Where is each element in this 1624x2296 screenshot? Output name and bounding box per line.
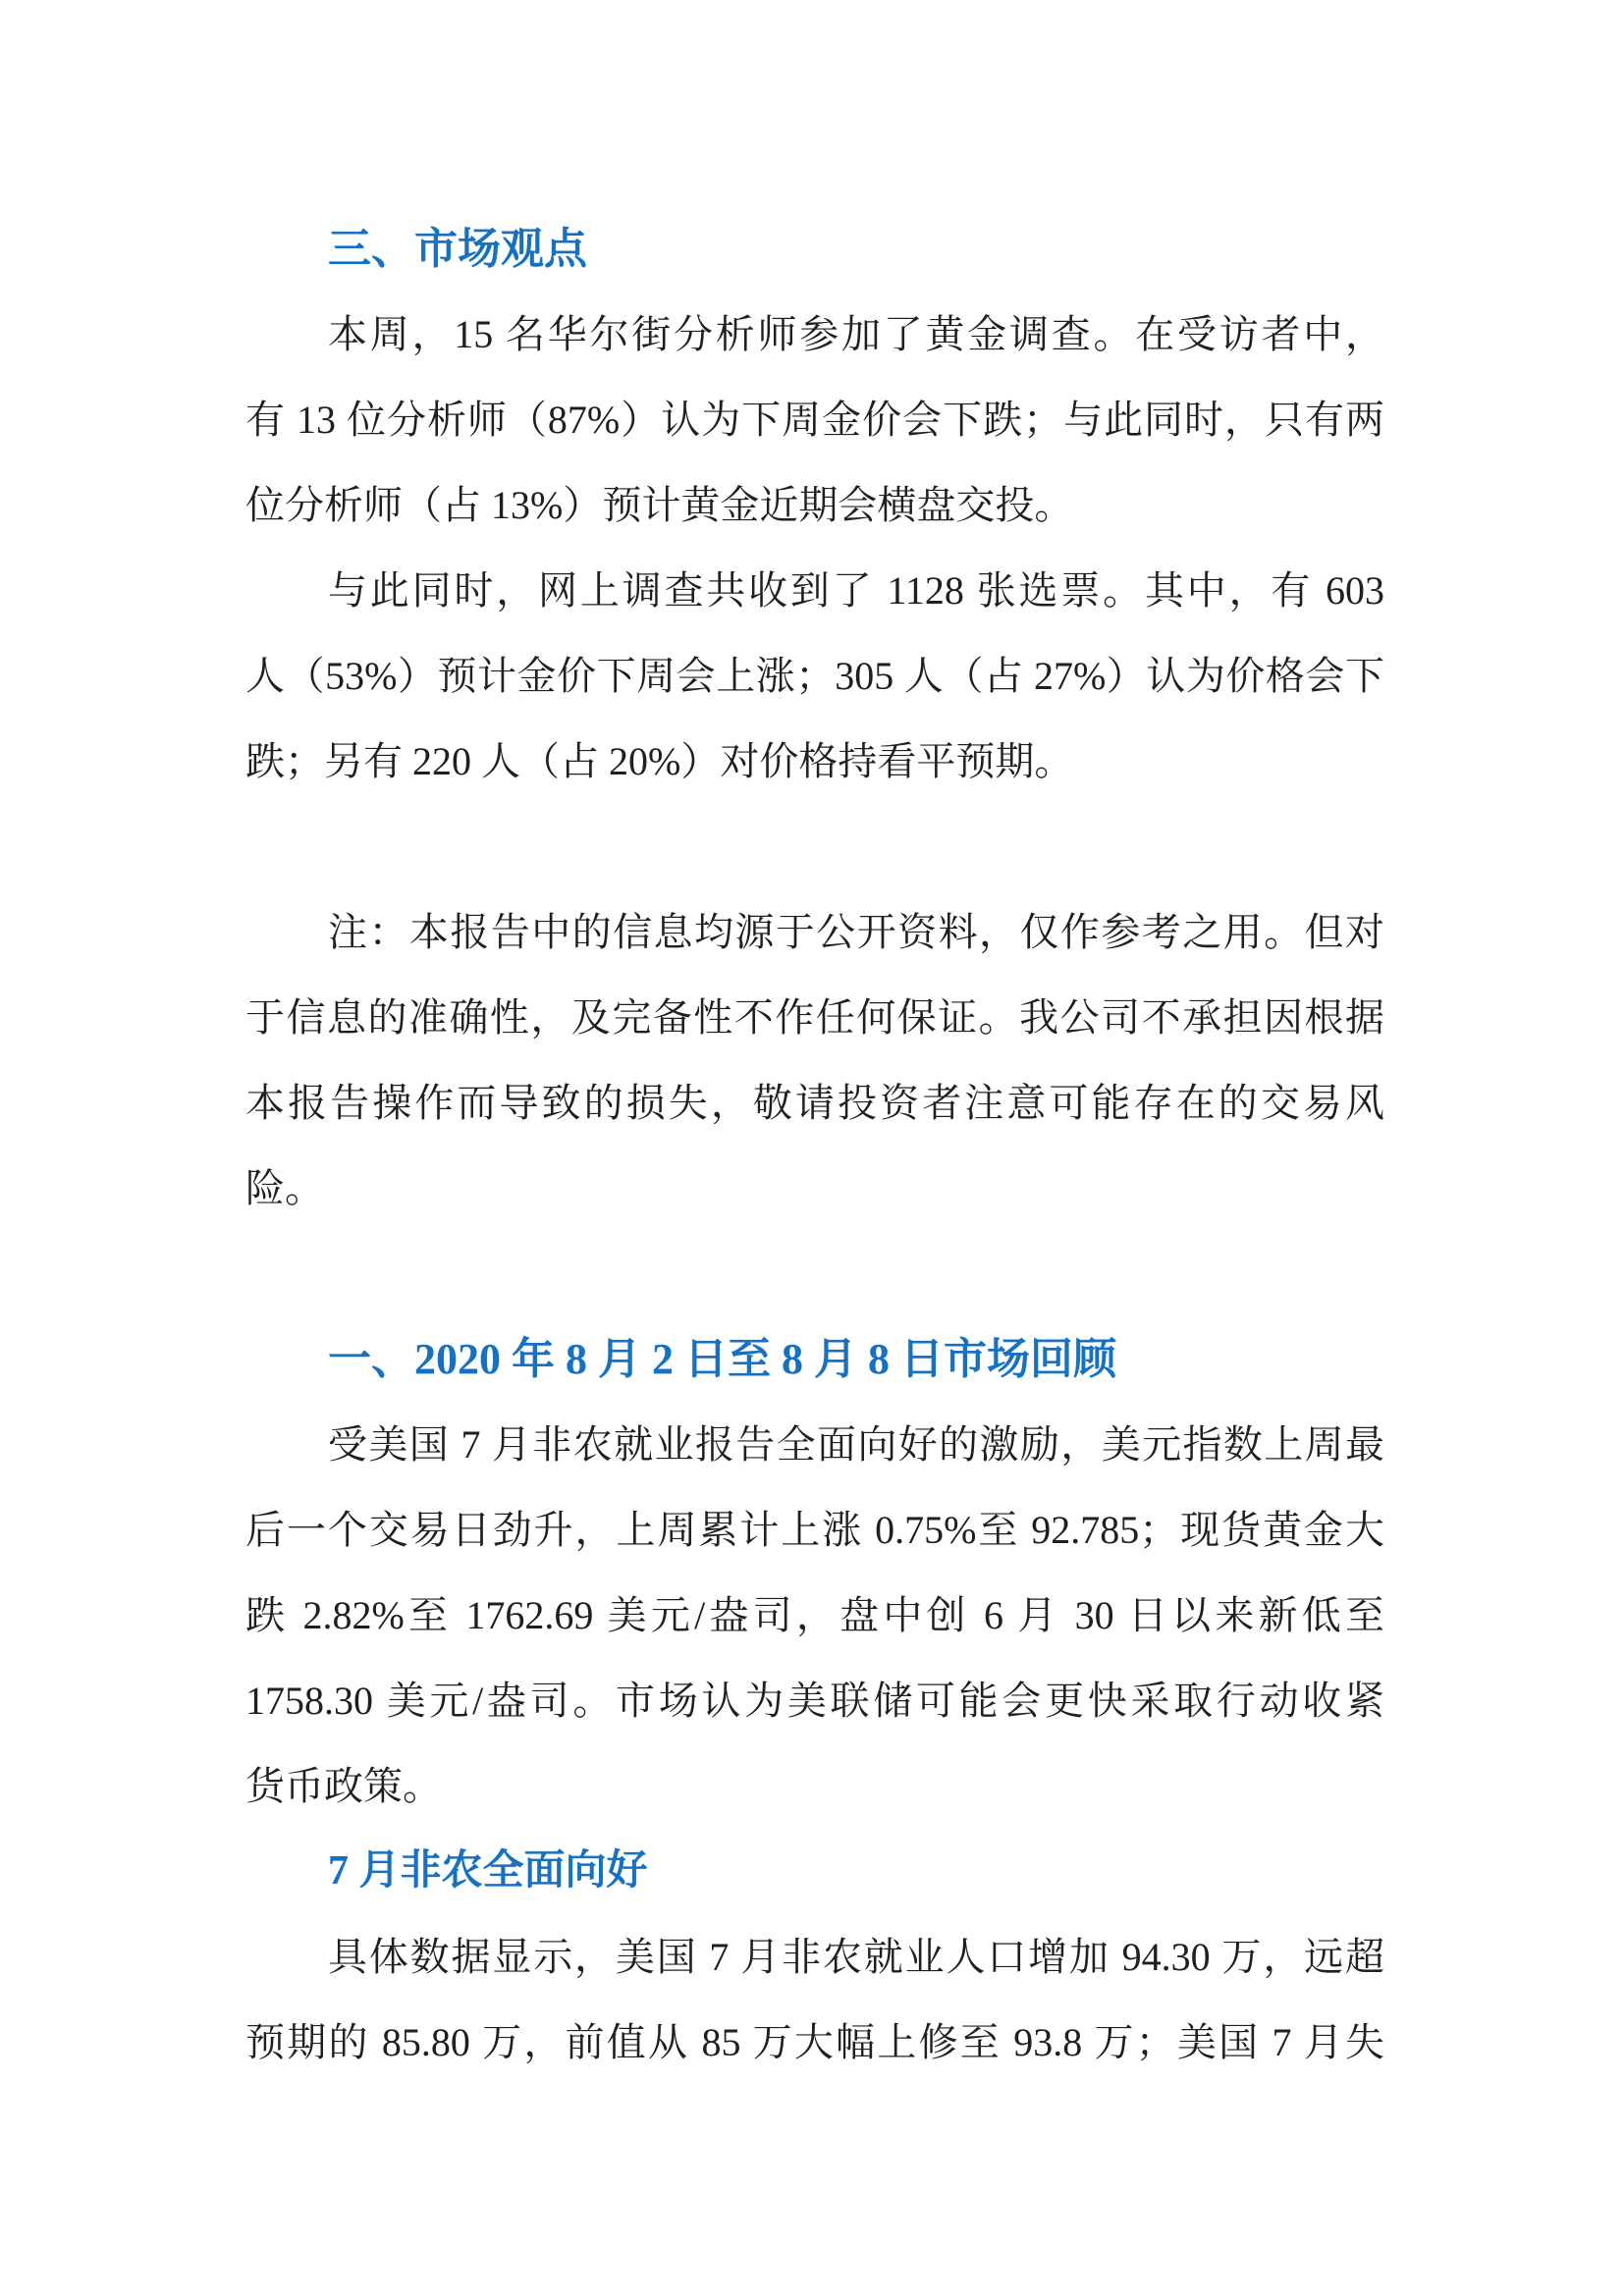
text-line: 货币政策。 [245,1764,442,1808]
text-line: 注：本报告中的信息均源于公开资料，仅作参考之用。但对 [328,910,1384,954]
text-line: 预期的 85.80 万，前值从 85 万大幅上修至 93.8 万；美国 7 月失 [245,2020,1384,2064]
text-line: 险。 [245,1166,324,1210]
text-line: 位分析师（占 13%）预计黄金近期会横盘交投。 [245,483,1074,527]
text-line: 人（53%）预计金价下周会上涨；305 人（占 27%）认为价格会下 [245,654,1384,698]
text-line: 跌；另有 220 人（占 20%）对价格持看平预期。 [245,739,1074,783]
section-heading-market-view: 三、市场观点 [328,225,587,273]
text-line: 受美国 7 月非农就业报告全面向好的激励，美元指数上周最 [328,1422,1384,1467]
section-heading-market-review: 一、2020 年 8 月 2 日至 8 月 8 日市场回顾 [328,1335,1116,1383]
text-line: 具体数据显示，美国 7 月非农就业人口增加 94.30 万，远超 [328,1935,1384,1979]
text-line: 本报告操作而导致的损失，敬请投资者注意可能存在的交易风 [245,1081,1384,1125]
text-line: 后一个交易日劲升，上周累计上涨 0.75%至 92.785；现货黄金大 [245,1508,1384,1552]
text-line: 有 13 位分析师（87%）认为下周金价会下跌；与此同时，只有两 [245,398,1384,442]
text-line: 1758.30 美元/盎司。市场认为美联储可能会更快采取行动收紧 [245,1679,1384,1723]
subsection-heading-nonfarm: 7 月非农全面向好 [328,1848,648,1894]
text-line: 跌 2.82%至 1762.69 美元/盎司，盘中创 6 月 30 日以来新低至 [245,1593,1384,1637]
blank-line [245,1231,1384,1316]
text-line: 于信息的准确性，及完备性不作任何保证。我公司不承担因根据 [245,995,1384,1040]
text-line: 与此同时，网上调查共收到了 1128 张选票。其中，有 603 [328,568,1384,613]
blank-line [245,804,1384,889]
text-line: 本周，15 名华尔街分析师参加了黄金调查。在受访者中， [328,312,1384,356]
